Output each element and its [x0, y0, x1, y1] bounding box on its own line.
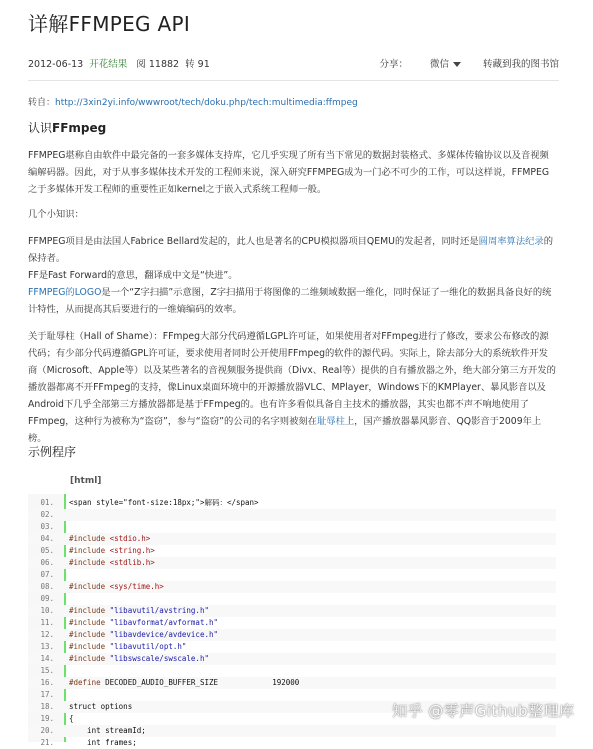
code-line: [28, 509, 556, 521]
tip-bellard: [28, 233, 556, 267]
code-line-text: int streamId;: [69, 726, 146, 735]
code-line-number: 09.: [40, 594, 54, 603]
publish-date: 2012-06-13: [28, 59, 84, 70]
read-count: 阅 11882: [136, 59, 180, 70]
section-heading-prefix: 认识: [28, 121, 53, 135]
hall-of-shame-paragraph: [28, 328, 556, 447]
code-line-number: 01.: [40, 498, 54, 507]
code-line-number: 12.: [40, 630, 54, 639]
code-line: [28, 725, 556, 737]
code-line-text: #include "libavformat/avformat.h": [69, 618, 219, 627]
section-heading-sample: 示例程序: [28, 445, 77, 459]
code-language-tag[interactable]: [html]: [70, 476, 102, 486]
code-line: [28, 641, 556, 653]
code-line: [28, 605, 556, 617]
code-line-text: int frames;: [69, 738, 137, 747]
code-line-text: struct options: [69, 702, 133, 711]
code-line: [28, 581, 556, 593]
share-bar: [379, 56, 559, 70]
code-line: [28, 653, 556, 665]
code-line: [28, 677, 556, 689]
hall-of-shame-link[interactable]: 耻辱柱: [316, 416, 345, 427]
save-to-library-button[interactable]: 转藏到我的图书馆: [482, 59, 559, 70]
repost-source: [28, 95, 358, 108]
code-line-text: #include "libavutil/opt.h": [69, 642, 187, 651]
code-line-number: 03.: [40, 522, 54, 531]
code-line-text: #define DECODED_AUDIO_BUFFER_SIZE 192000: [69, 678, 300, 687]
code-line-number: 02.: [40, 510, 54, 519]
pi-record-link[interactable]: 圆周率算法纪录: [478, 236, 544, 247]
code-line-number: 04.: [40, 534, 54, 543]
hall-of-shame-tail: 上，国产播放器暴风影音、QQ影音于2009年上榜。: [28, 416, 542, 444]
code-line-text: <span style="font-size:18px;">解码：</span>: [69, 498, 259, 507]
repost-label: 转自：: [28, 98, 56, 108]
code-line: [28, 557, 556, 569]
code-line: [28, 497, 556, 509]
code-line-number: 06.: [40, 558, 54, 567]
tip-logo-text: 是一个“Z字扫描”示意图，Z字扫描用于将图像的二维频域数据一维化，同时保证了一维化的数据具备良好的统计特性，从而提高其后要进行的一维熵编码的效率。: [28, 287, 552, 315]
tip-fast-forward: FF是Fast Forward的意思，翻译成中文是“快进”。: [28, 270, 238, 281]
tips-heading: 几个小知识：: [28, 209, 84, 220]
code-line-number: 16.: [40, 678, 54, 687]
code-line-number: 05.: [40, 546, 54, 555]
code-line-number: 17.: [40, 690, 54, 699]
code-line: [28, 629, 556, 641]
code-line-text: #include "libavutil/avstring.h": [69, 606, 209, 615]
code-line-text: #include <string.h>: [69, 546, 155, 555]
code-line-number: 18.: [40, 702, 54, 711]
code-line-text: {: [69, 714, 74, 723]
share-label: 分享：: [379, 59, 408, 70]
wechat-share-dropdown[interactable]: 微信: [430, 56, 461, 70]
tip-bellard-tail: 的保持者。: [28, 236, 554, 264]
code-line-text: #include <stdlib.h>: [69, 558, 155, 567]
code-line-number: 07.: [40, 570, 54, 579]
repost-link[interactable]: http://3xin2yi.info/wwwroot/tech/doku.php/tech:multimedia:ffmpeg: [55, 98, 358, 108]
code-line-text: #include "libswscale/swscale.h": [69, 654, 209, 663]
section-heading-name: FFmpeg: [52, 121, 107, 135]
intro-paragraph: FFMPEG堪称自由软件中最完备的一套多媒体支持库，它几乎实现了所有当下常见的数据封装格式、多媒体传输协议以及音视频编解码器。因此，对于从事多媒体技术开发的工程师来说，深入研究FFMPEG成为一门必不可少的工作，可以这样说，FFMPEG之于多媒体开发工程师的重要性正如kernel之于嵌入式系统工程师一般。: [28, 150, 550, 195]
code-line: [28, 533, 556, 545]
code-line-number: 11.: [40, 618, 54, 627]
code-line: [28, 593, 556, 605]
code-line-number: 21.: [40, 738, 54, 747]
ffmpeg-logo-link[interactable]: FFMPEG的LOGO: [28, 287, 102, 298]
code-line: [28, 617, 556, 629]
author-link[interactable]: 开花结果: [89, 59, 128, 70]
code-line-text: #include <sys/time.h>: [69, 582, 164, 591]
code-line: [28, 521, 556, 533]
article-meta: [28, 56, 210, 70]
section-heading-intro: [28, 119, 106, 136]
code-line-number: 15.: [40, 666, 54, 675]
tip-logo: [28, 284, 556, 318]
hall-of-shame-text: 关于耻辱柱（Hall of Shame）：FFmpeg大部分代码遵循LGPL许可证，如果使用者对FFmpeg进行了修改，要求公布修改的源代码；有少部分代码遵循GPL许可证，要求使用者同时公开使用FFmpeg的软件的源代码。实际上，除去部分大的系统软件开发商（Microsoft、Apple等）以及某些著名的音视频服务提供商（Divx、Real等）提供的自有播放器之外，绝大部分第三方开发的播放器都离不开FFmpeg的支持，像Linux桌面环境中的开源播放器VLC、MPlayer，Windows下的KMPlayer、暴风影音以及Android下几乎全部第三方播放器都是基于FFmpeg的。也有许多看似具备自主技术的播放器，其实也都不声不响地使用了FFmpeg，这种行为被称为“盗窃”，参与“盗窃”的公司的名字则被刻在: [28, 331, 556, 427]
code-line-number: 14.: [40, 654, 54, 663]
code-line: [28, 569, 556, 581]
code-line-number: 20.: [40, 726, 54, 735]
code-line: [28, 665, 556, 677]
code-line-text: #include <stdio.h>: [69, 534, 151, 543]
code-line-number: 19.: [40, 714, 54, 723]
header-divider: [28, 80, 559, 81]
code-line-number: 10.: [40, 606, 54, 615]
code-line-number: 08.: [40, 582, 54, 591]
code-line: [28, 737, 556, 749]
watermark: 知乎 @零声Github整理库: [392, 702, 575, 720]
code-line-text: #include "libavdevice/avdevice.h": [69, 630, 219, 639]
code-line-number: 13.: [40, 642, 54, 651]
tip-bellard-text: FFMPEG项目是由法国人Fabrice Bellard发起的，此人也是著名的CPU模拟器项目QEMU的发起者，同时还是: [28, 236, 479, 247]
page-title: 详解FFMPEG API: [28, 12, 191, 36]
code-line: [28, 545, 556, 557]
repost-count: 转 91: [185, 59, 210, 70]
